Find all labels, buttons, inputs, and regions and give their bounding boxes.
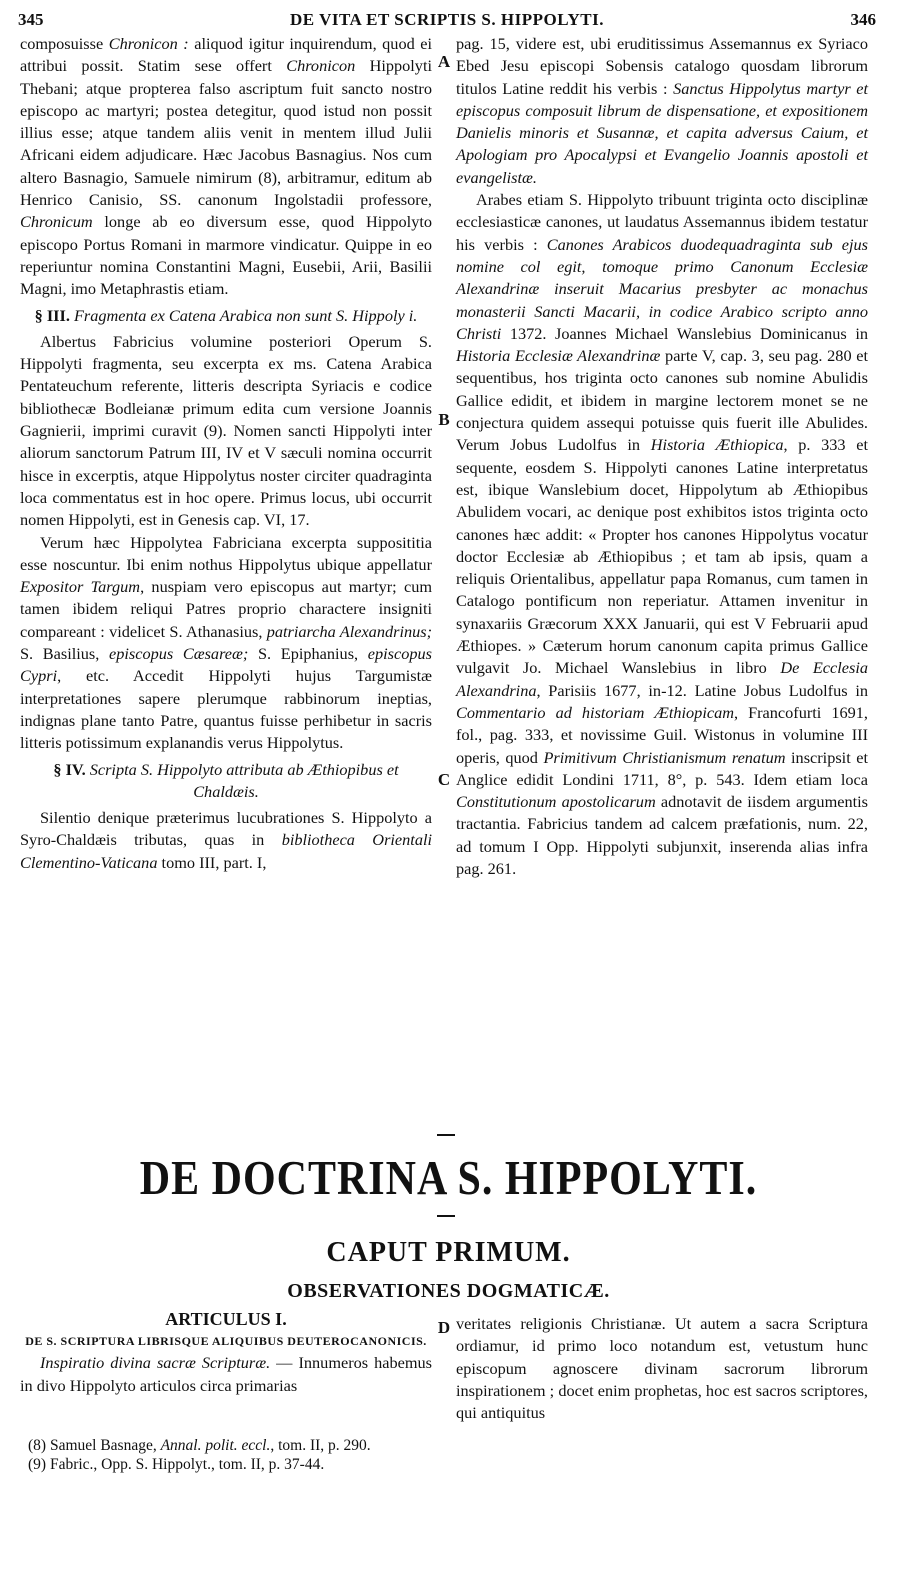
page-number-left: 345 bbox=[18, 10, 44, 29]
articulus-heading: ARTICULUS I. bbox=[165, 1309, 287, 1329]
right-column bbox=[456, 33, 868, 880]
paragraph: Inspiratio divina sacræ Scripturæ. — Innumeros habemus in divo Hippolyto articulos circa primarias bbox=[20, 1353, 432, 1395]
footnote-8: (8) Samuel Basnage, Annal. polit. eccl., tom. II, p. 290. bbox=[28, 1437, 371, 1454]
paragraph: Albertus Fabricius volumine posteriori Operum S. Hippolyti fragmenta, seu excerpta ex ms. Catena Arabica Pentateuchum referente, litteris descripta Syriacis e codice bibliothecæ Bodleianæ primum edita cum versione Joannis Gagnierii, imprimi curavit (9). Nomen sancti Hippolyti inter aliorum sanctorum Patrum III, IV et V sæculi nomina occurrit hisce in excerptis, atque Hippolytus noster circiter quadraginta loca commentatus est in hoc opere. Primus locus, ubi occurrit nomen Hippolyti, est in Genesis cap. VI, 17. bbox=[20, 331, 432, 530]
divider bbox=[437, 1215, 455, 1217]
divider bbox=[437, 1134, 455, 1136]
footnote-9: (9) Fabric., Opp. S. Hippolyt., tom. II, p. 37-44. bbox=[28, 1456, 325, 1473]
running-title: DE VITA ET SCRIPTIS S. HIPPOLYTI. bbox=[290, 10, 604, 29]
articulus-subheading: DE S. SCRIPTURA LIBRISQUE ALIQUIBUS DEUTEROCANONICIS. bbox=[25, 1334, 427, 1349]
section-heading-3: § III. Fragmenta ex Catena Arabica non sunt S. Hippoly i. bbox=[34, 305, 418, 325]
footnotes bbox=[28, 1436, 548, 1474]
paragraph: composuisse Chronicon : aliquod igitur inquirendum, quod ei attribui possit. Statim sese offert Chronicon Hippolyti Thebani; atque propterea falso ascriptum fuit sancto nostro episcopo ac martyri; postea detegitur, quod istud non possit illius esse; atque tandem aliis venit in mentem illud Julii Africani eidem adjudicare. Hæc Jacobus Basnagius. Nos cum altero Basnagio, Samuele nimirum (8), arbitramur, editum ab Henrico Canisio, SS. canonum Ingolstadii professore, Chronicum longe ab eo diversum esse, quod Hippolyto episcopo Portus Romani in marmore vindicatur. Quippe in eo reperiuntur nomina Constantini Magni, Eusebii, Arii, Basilii Magni, imo Metaphrastis etiam. bbox=[20, 34, 432, 299]
margin-letter-c: C bbox=[437, 770, 451, 789]
doctrina-title: DE DOCTRINA S. HIPPOLYTI. bbox=[139, 1152, 758, 1206]
margin-letter-d: D bbox=[437, 1318, 451, 1337]
articulus-right-column bbox=[456, 1313, 868, 1424]
observationes-heading: OBSERVATIONES DOGMATICÆ. bbox=[287, 1280, 610, 1302]
caput-heading: CAPUT PRIMUM. bbox=[326, 1237, 571, 1268]
articulus-left-column bbox=[20, 1308, 432, 1397]
page-number-right: 346 bbox=[850, 10, 876, 29]
paragraph: veritates religionis Christianæ. Ut autem a sacra Scriptura ordiamur, id primo loco notandum est, vetustum hunc episcopum agnoscere divinam sacrorum librorum inspirationem ; docet enim prophetas, hoc est sacros scriptores, qui antiquitus bbox=[456, 1314, 868, 1423]
margin-letter-a: A bbox=[437, 52, 451, 71]
left-column bbox=[20, 33, 432, 874]
paragraph: pag. 15, videre est, ubi eruditissimus Assemannus ex Syriaco Ebed Jesu episcopi Sobensis catalogo quosdam librorum titulos Latine reddit his verbis : Sanctus Hippolytus martyr et episcopus composuit librum de dispensatione, et expositionem Danielis minoris et Susannæ, et capita adversus Caium, et Apologiam pro Apocalypsi et Evangelio Joannis apostoli et evangelistæ. bbox=[456, 34, 868, 187]
paragraph: Verum hæc Hippolytea Fabriciana excerpta supposititia esse noscuntur. Ibi enim nothus Hippolytus ubique appellatur Expositor Targum, nuspiam vero episcopus aut martyr; cum tamen ibidem reliqui Patres proprio charactere insigniti compareant : videlicet S. Athanasius, patriarcha Alexandrinus; S. Basilius, episcopus Cæsareæ; S. Epiphanius, episcopus Cypri, etc. Accedit Hippolyti hujus Targumistæ interpretationes sapere plerumque rabbinorum ineptias, indignas plane tanto Patre, quantus fuisse perhibetur in sacris litteris potissimum explanandis verus Hippolytus. bbox=[20, 532, 433, 753]
running-head bbox=[18, 10, 876, 32]
margin-letter-b: B bbox=[438, 410, 450, 429]
paragraph: Silentio denique præterimus lucubrationes S. Hippolyto a Syro-Chaldæis tributas, quas in bibliotheca Orientali Clementino-Vaticana tomo III, part. I, bbox=[20, 808, 433, 872]
paragraph: Arabes etiam S. Hippolyto tribuunt triginta octo disciplinæ ecclesiasticæ canones, ut laudatus Assemannus ibidem testatur his verbis : Canones Arabicos duodequadraginta sub ejus nomine col egit, tomoque primo Canonum Ecclesiæ Alexandrinæ inseruit Macarius presbyter ac monachus monasterii Sancti Macarii, in codice Arabico scripto anno Christi 1372. Joannes Michael Wanslebius Dominicanus in Historia Ecclesiæ Alexandrinæ parte V, cap. 3, seu pag. 280 et sequentibus, hos triginta octo canones sub nomine Abulidis Gallice edidit, et ibidem in margine lectorem monet se ne conjectura quidem assequi potuisse quis fuerit ille Abulides. Verum Jobus Ludolfus in Historia Æthiopica, p. 333 et sequente, eosdem S. Hippolyti canones Latine interpretatus est, ibique Wanslebium docet, Hippolytum ab Æthiopibus Abulidem vocari, ac denique post exhibitos istos triginta octo canones hæc addit: « Propter hos canones Hippolytus vocatur doctor Ecclesiæ ab Æthiopibus ; et tam ab ipsis, quam a reliquis Orientalibus, appellatur papa Romanus, cum tamen in Catalogo pontificum non reperiatur. Attamen invenitur in synaxariis Græcorum XXX Januarii, qui est V Februarii apud Æthiopes. » Cæterum horum canonum capita primus Gallice vulgavit Jo. Michael Wanslebius in libro De Ecclesia Alexandrina, Parisiis 1677, in-12. Latine Jobus Ludolfus in Commentario ad historiam Æthiopicam, Francofurti 1691, fol., pag. 333, et novissime Guil. Wistonus in volumine III operis, quod Primitivum Christianismum renatum inscripsit et Anglice edidit Londini 1711, 8°, p. 543. Idem etiam loca Constitutionum apostolicarum adnotavit de iisdem argumentis tractantia. Fabricius tandem ad calcem præfationis, num. 22, ad tomum I Opp. Hippolyti subjunxit, inserenda alias infra pag. 261. bbox=[456, 190, 869, 878]
section-heading-4: § IV. Scripta S. Hippolyto attributa ab Æthiopibus et Chaldæis. bbox=[53, 759, 399, 801]
